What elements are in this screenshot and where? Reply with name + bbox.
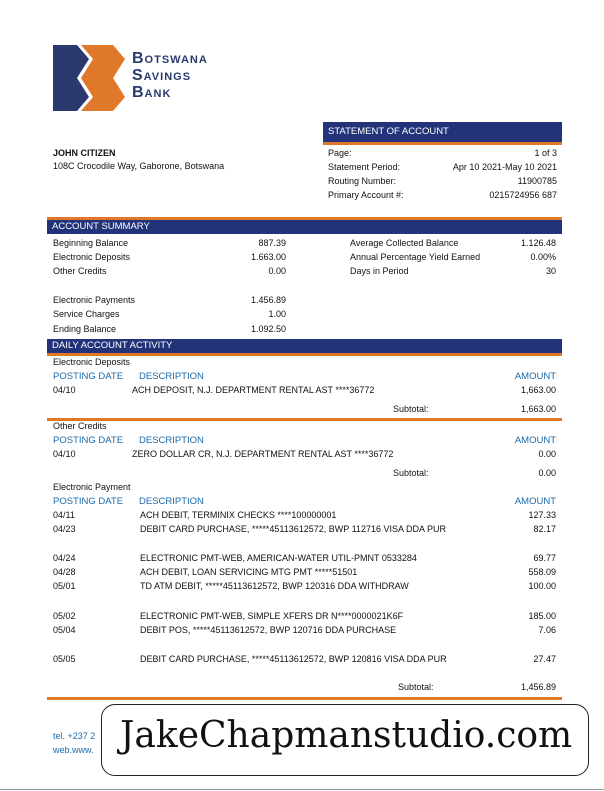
txn-description: ZERO DOLLAR CR, N.J. DEPARTMENT RENTAL AST ****36772 — [132, 449, 394, 459]
subtotal-value: 0.00 — [538, 468, 556, 478]
col-description: DESCRIPTION — [139, 496, 204, 507]
section-rule — [47, 418, 562, 421]
summary-label: Ending Balance — [53, 324, 117, 334]
summary-value: 1.126.48 — [520, 238, 556, 248]
watermark-box — [101, 704, 589, 776]
txn-date: 05/01 — [53, 581, 76, 591]
summary-label: Annual Percentage Yield Earned — [350, 252, 481, 262]
subtotal-label: Subtotal: — [393, 468, 429, 478]
txn-date: 05/04 — [53, 625, 76, 635]
txn-amount: 0.00 — [538, 449, 556, 459]
summary-label: Days in Period — [350, 266, 409, 276]
summary-value: 1.00 — [268, 309, 286, 319]
txn-date: 04/11 — [53, 510, 75, 520]
txn-description: ELECTRONIC PMT-WEB, SIMPLE XFERS DR N****0000021K6F — [140, 611, 404, 621]
statement-header — [323, 122, 562, 142]
summary-value: 1.092.50 — [250, 324, 286, 334]
txn-description: DEBIT POS, *****45113612572, BWP 120716 DDA PURCHASE — [140, 625, 397, 635]
summary-label: Other Credits — [53, 266, 107, 276]
txn-date: 04/28 — [53, 567, 76, 577]
txn-description: ACH DEBIT, LOAN SERVICING MTG PMT *****51501 — [140, 567, 358, 577]
subtotal-label: Subtotal: — [393, 404, 429, 414]
summary-value: 887.39 — [258, 238, 286, 248]
bank-name-line-2: Savings — [132, 67, 192, 84]
col-description: DESCRIPTION — [139, 435, 204, 446]
txn-date: 04/23 — [53, 524, 76, 534]
summary-header — [47, 220, 562, 234]
page-bottom-line — [0, 789, 604, 790]
txn-date: 05/02 — [53, 611, 76, 621]
summary-label: Electronic Payments — [53, 295, 136, 305]
summary-value: 1.663.00 — [250, 252, 286, 262]
customer-name: JOHN CITIZEN — [53, 148, 116, 158]
activity-header — [47, 339, 562, 353]
col-amount: AMOUNT — [514, 496, 556, 507]
txn-date: 04/10 — [53, 385, 76, 395]
col-description: DESCRIPTION — [139, 371, 204, 382]
txn-amount: 100.00 — [528, 581, 556, 591]
bank-name-line-3: Bank — [132, 84, 172, 101]
statement-value: 1 of 3 — [534, 148, 557, 158]
col-amount: AMOUNT — [514, 371, 556, 382]
customer-address: 108C Crocodile Way, Gaborone, Botswana — [53, 161, 225, 171]
txn-amount: 558.09 — [528, 567, 556, 577]
summary-value: 0.00% — [530, 252, 556, 262]
txn-date: 05/05 — [53, 654, 76, 664]
txn-amount: 7.06 — [538, 625, 556, 635]
statement-label: Routing Number: — [328, 176, 397, 186]
col-posting-date: POSTING DATE — [53, 496, 124, 507]
statement-rule — [323, 142, 562, 145]
txn-description: DEBIT CARD PURCHASE, *****45113612572, BWP 112716 VISA DDA PUR — [140, 524, 446, 534]
statement-value: 0215724956 687 — [489, 190, 557, 200]
activity-bottom-rule — [47, 697, 562, 700]
statement-title: STATEMENT OF ACCOUNT — [328, 126, 449, 137]
summary-title: ACCOUNT SUMMARY — [52, 221, 150, 232]
statement-label: Page: — [328, 148, 352, 158]
bank-logo — [53, 45, 125, 111]
statement-value: Apr 10 2021-May 10 2021 — [452, 162, 557, 172]
txn-description: ELECTRONIC PMT-WEB, AMERICAN-WATER UTIL-PMNT 0533284 — [140, 553, 417, 563]
txn-date: 04/24 — [53, 553, 76, 563]
statement-label: Primary Account #: — [328, 190, 404, 200]
txn-amount: 185.00 — [528, 611, 556, 621]
subtotal-label: Subtotal: — [398, 682, 434, 692]
activity-title: DAILY ACCOUNT ACTIVITY — [52, 340, 173, 351]
col-posting-date: POSTING DATE — [53, 435, 124, 446]
txn-date: 04/10 — [53, 449, 76, 459]
col-amount: AMOUNT — [514, 435, 556, 446]
txn-amount: 27.47 — [533, 654, 556, 664]
txn-description: ACH DEPOSIT, N.J. DEPARTMENT RENTAL AST ****36772 — [132, 385, 375, 395]
txn-description: TD ATM DEBIT, *****45113612572, BWP 120316 DDA WITHDRAW — [140, 581, 409, 591]
section-name: Electronic Deposits — [53, 357, 131, 367]
activity-rule — [47, 353, 562, 356]
section-name: Electronic Payment — [53, 482, 131, 492]
txn-description: ACH DEBIT, TERMINIX CHECKS ****100000001 — [140, 510, 337, 520]
summary-value: 30 — [545, 266, 556, 276]
bank-name-line-1: Botswana — [132, 50, 208, 67]
txn-amount: 82.17 — [533, 524, 556, 534]
txn-amount: 1,663.00 — [520, 385, 556, 395]
summary-value: 0.00 — [268, 266, 286, 276]
col-posting-date: POSTING DATE — [53, 371, 124, 382]
summary-label: Beginning Balance — [53, 238, 129, 248]
subtotal-value: 1,456.89 — [520, 682, 556, 692]
txn-amount: 69.77 — [533, 553, 556, 563]
txn-amount: 127.33 — [528, 510, 556, 520]
bank-name — [132, 50, 208, 101]
summary-value: 1.456.89 — [250, 295, 286, 305]
statement-label: Statement Period: — [328, 162, 401, 172]
section-name: Other Credits — [53, 421, 107, 431]
footer-web: web.www. — [53, 745, 94, 755]
summary-label: Electronic Deposits — [53, 252, 131, 262]
statement-value: 11900785 — [517, 176, 557, 186]
summary-label: Average Collected Balance — [350, 238, 459, 248]
subtotal-value: 1,663.00 — [520, 404, 556, 414]
txn-description: DEBIT CARD PURCHASE, *****45113612572, BWP 120816 VISA DDA PUR — [140, 654, 447, 664]
watermark-text: JakeChapmanstudio.com — [120, 715, 573, 756]
footer-tel: tel. +237 2 — [53, 731, 96, 741]
summary-label: Service Charges — [53, 309, 120, 319]
